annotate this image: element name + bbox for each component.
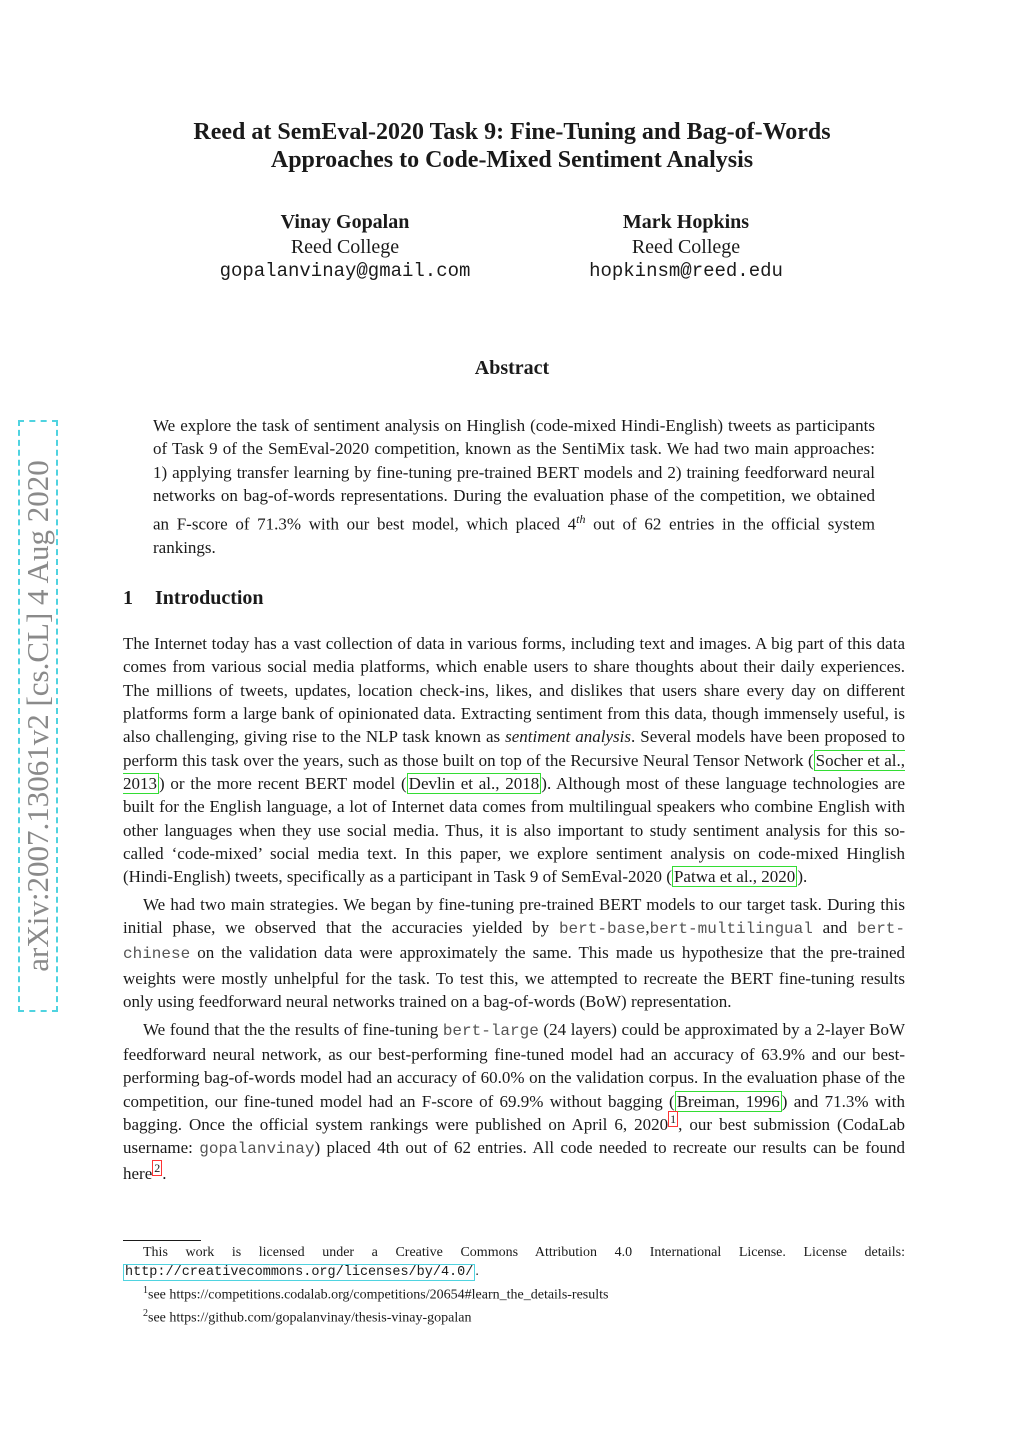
footnote-text: see https://competitions.codalab.org/competitions/20654#learn_the_details-results (148, 1287, 609, 1303)
abstract-text-end: out of 62 entries in the official system rankings. (153, 514, 875, 557)
license-end: . (475, 1263, 479, 1279)
author-email: gopalanvinay@gmail.com (219, 260, 471, 282)
code-term: bert-large (442, 1021, 539, 1040)
title-line-2: Approaches to Code-Mixed Sentiment Analysis (270, 147, 754, 173)
author-block-1 (175, 210, 515, 284)
text: ). Although most of these language technologies are built for the English language, a lot of Internet data comes from multilingual speakers who combine English with other languages when they use social media. Thus, it is also important to study sentiment analysis for this so-called ‘code-mixed’ social media text. In this paper, we explore sentiment analysis on code-mixed Hinglish (Hindi-English) tweets, specifically as a participant in Task 9 of SemEval-2020 ( (123, 774, 906, 887)
footnote-mark: 1 (143, 1285, 148, 1296)
citation-link[interactable]: Patwa et al., 2020 (673, 867, 796, 887)
citation-link[interactable]: Socher et al., 2013 (123, 750, 906, 794)
text: on the validation data were approximately the same. This made us hypothesize that the pre-trained weights were mostly unhelpful for the task. To test this, we attempted to recreate the BERT fine-tuning results only using feedforward neural networks trained on a bag-of-words (BoW) representation. (123, 943, 905, 1012)
footnote-1 (123, 1282, 905, 1305)
abstract (153, 414, 875, 559)
introduction-body (123, 632, 905, 1189)
author-email: hopkinsm@reed.edu (589, 260, 783, 282)
section-title: Introduction (155, 587, 264, 609)
footnote-ref-link[interactable]: 2 (154, 1160, 161, 1175)
author-affiliation: Reed College (290, 235, 400, 258)
text: ) and 71.3% with bagging. Once the official system rankings were published on April 6, 2020 (123, 1091, 905, 1134)
license-footnote (123, 1244, 905, 1282)
abstract-text: We explore the task of sentiment analysis on Hinglish (code-mixed Hindi-English) tweets as participants of Task 9 of the SemEval-2020 competition, known as the SentiMix task. We had two main approaches: 1) applying transfer learning by fine-tuning pre-trained BERT models and 2) training feedforward neural networks on bag-of-words representations. During the evaluation phase of the competition, we obtained an F-score of 71.3% with our best model, which placed 4 (153, 416, 875, 534)
text: (24 layers) could be approximated by a 2-layer BoW feedforward neural network, as our best-performing fine-tuned model had an accuracy of 63.9% and our best-performing bag-of-words model had an accuracy of 60.0% on the validation corpus. In the evaluation phase of the competition, our fine-tuned model had an F-score of 69.9% without bagging ( (123, 1019, 905, 1111)
citation-link[interactable]: Devlin et al., 2018 (408, 774, 540, 794)
text: and (812, 918, 857, 938)
text: We found that the the results of fine-tuning (143, 1019, 443, 1039)
section-number: 1 (123, 587, 133, 609)
text: ) or the more recent BERT model ( (159, 774, 407, 794)
author-block-2 (516, 210, 856, 284)
code-term: bert-multilingual (649, 920, 813, 939)
text: ). (797, 867, 808, 887)
text: We had two main strategies. We began by fine-tuning pre-trained BERT models to our target task. During this initial phase, we observed that the accuracies yielded by (123, 894, 905, 938)
text: . Several models have been proposed to perform this task over the years, such as those built on top of the Recursive Neural Tensor Network ( (123, 727, 905, 770)
footnote-mark: 2 (143, 1308, 148, 1320)
title-line-1: Reed at SemEval-2020 Task 9: Fine-Tuning and Bag-of-Words (193, 119, 831, 145)
author-name: Vinay Gopalan (280, 211, 410, 233)
license-url-link[interactable]: http://creativecommons.org/licenses/by/4.0/ (125, 1264, 474, 1280)
author-name: Mark Hopkins (622, 211, 750, 233)
text: The Internet today has a vast collection of data in various forms, including text and images. A big part of this data comes from various social media platforms, which enable users to share thoughts about their daily experiences. The millions of tweets, updates, location check-ins, likes, and dislikes that users share every day on different platforms form a large bank of opinionated data. Extracting sentiment from this data, though immensely useful, is also challenging, giving rise to the NLP task known as (123, 634, 905, 747)
text: , our best submission (CodaLab username: (123, 1114, 906, 1158)
footnote-2 (123, 1305, 905, 1328)
license-text: This work is licensed under a Creative Commons Attribution 4.0 International License. License details: (143, 1245, 905, 1260)
emphasis: sentiment analysis (505, 727, 631, 747)
abstract-superscript: th (576, 511, 586, 526)
footnotes (123, 1244, 905, 1328)
text: . (162, 1163, 167, 1183)
footnote-text: see https://github.com/gopalanvinay/thesis-vinay-gopalan (148, 1310, 472, 1326)
citation-link[interactable]: Breiman, 1996 (676, 1091, 780, 1111)
paragraph-2 (123, 893, 905, 1014)
paper-title (0, 118, 1024, 174)
abstract-heading: Abstract (474, 357, 550, 379)
paragraph-1 (123, 632, 905, 889)
text: ) placed 4th out of 62 entries. All code needed to recreate our results can be found here (123, 1138, 905, 1183)
paragraph-3 (123, 1018, 905, 1185)
footnote-ref-link[interactable]: 1 (670, 1112, 677, 1127)
author-affiliation: Reed College (631, 235, 741, 258)
code-term: gopalanvinay (199, 1140, 315, 1159)
arxiv-stamp-text: arXiv:2007.13061v2 [cs.CL] 4 Aug 2020 (20, 460, 55, 972)
text: , (645, 918, 650, 938)
section-heading (123, 587, 264, 610)
code-term: bert-chinese (123, 920, 905, 964)
arxiv-stamp[interactable] (18, 420, 58, 1012)
code-term: bert-base (558, 920, 646, 939)
footnote-rule (123, 1240, 201, 1241)
abstract-paragraph (153, 414, 875, 559)
